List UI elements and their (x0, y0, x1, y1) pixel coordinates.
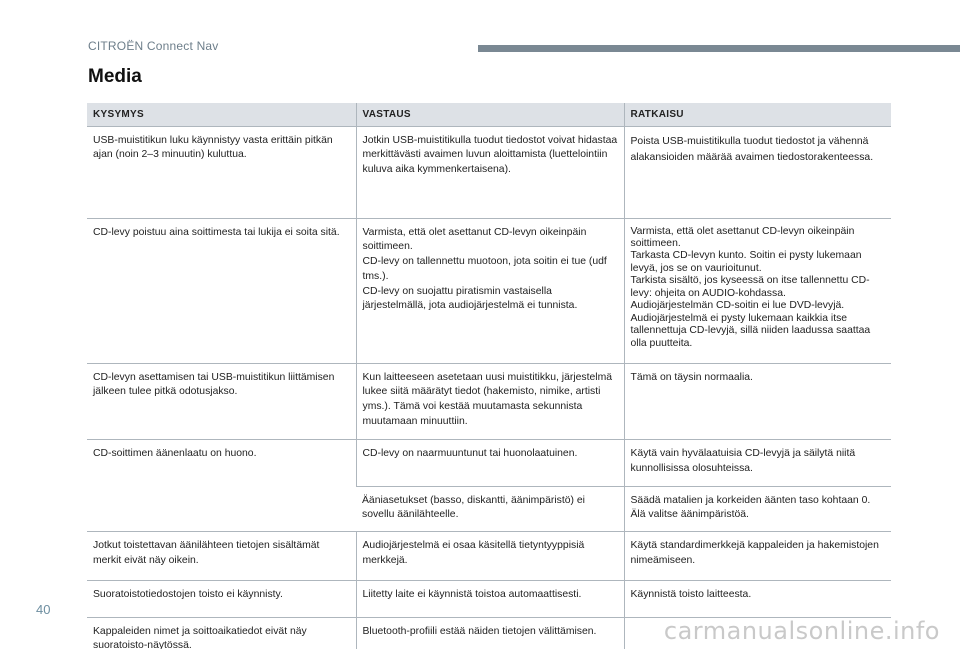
solution-cell: Varmista, että olet asettanut CD-levyn oikeinpäin soittimeen. Tarkasta CD-levyn kunto. Soitin ei pysty lukemaan levyä, jos se on vaurioitunut. Tarkista sisältö, jos kyseessä on itse tallennettu CD-levy: ohjeita on AUDIO-kohdassa. Audiojärjestelmän CD-soitin ei lue DVD-levyjä. Audiojärjestelmä ei pysty lukemaan kaikkia itse tallennettuja CD-levyjä, sillä niiden laadussa saattaa olla puutteita. (624, 218, 891, 363)
table-row (87, 126, 891, 218)
page-number: 40 (36, 602, 51, 617)
question-cell: USB-muistitikun luku käynnistyy vasta erittäin pitkän ajan (noin 2–3 minuutin) kuluttua. (87, 126, 356, 218)
table-row (87, 218, 891, 363)
question-cell: CD-levy poistuu aina soittimesta tai lukija ei soita sitä. (87, 218, 356, 363)
solution-cell: Poista USB-muistitikulla tuodut tiedostot ja vähennä alakansioiden määrää avaimen tiedostorakenteessa. (624, 126, 891, 218)
question-cell: CD-levyn asettamisen tai USB-muistitikun liittämisen jälkeen tulee pitkä odotusjakso. (87, 363, 356, 440)
answer-cell: Ääniasetukset (basso, diskantti, äänimpäristö) ei sovellu äänilähteelle. (356, 486, 624, 531)
table-row (87, 580, 891, 617)
answer-cell: Varmista, että olet asettanut CD-levyn oikeinpäin soittimeen. CD-levy on tallennettu muotoon, jota soitin ei tue (udf tms.). CD-levy on suojattu piratismin vastaisella järjestelmällä, jota audiojärjestelmä ei tunnista. (356, 218, 624, 363)
manual-brand-title: CITROËN Connect Nav (88, 39, 219, 53)
table-row (87, 531, 891, 580)
question-cell: Suoratoistotiedostojen toisto ei käynnisty. (87, 580, 356, 617)
solution-cell: Tämä on täysin normaalia. (624, 363, 891, 440)
solution-cell: Käynnistä toisto laitteesta. (624, 580, 891, 617)
column-header-question: KYSYMYS (87, 103, 356, 126)
answer-cell: Bluetooth-profiili estää näiden tietojen välittämisen. (356, 617, 624, 649)
question-cell: CD-soittimen äänenlaatu on huono. (87, 440, 356, 532)
faq-table (87, 103, 891, 649)
faq-table-container (87, 103, 891, 649)
table-row (87, 363, 891, 440)
question-cell: Kappaleiden nimet ja soittoaikatiedot eivät näy suoratoisto-näytössä. (87, 617, 356, 649)
solution-cell: Käytä vain hyvälaatuisia CD-levyjä ja säilytä niitä kunnollisissa olosuhteissa. (624, 440, 891, 487)
table-header-row (87, 103, 891, 126)
watermark: carmanualsonline.info (663, 617, 940, 645)
answer-cell: Kun laitteeseen asetetaan uusi muistitikku, järjestelmä lukee siitä määrätyt tiedot (hakemisto, nimike, artisti yms.). Tämä voi kestää muutamasta sekunnista muutamaan minuuttiin. (356, 363, 624, 440)
answer-cell: Jotkin USB-muistitikulla tuodut tiedostot voivat hidastaa merkittävästi avaimen luvun aloittamista (luettelointiin kuluva aika kymmenkertaisena). (356, 126, 624, 218)
header-decorative-bar (478, 45, 960, 52)
question-cell: Jotkut toistettavan äänilähteen tietojen sisältämät merkit eivät näy oikein. (87, 531, 356, 580)
solution-cell: Käytä standardimerkkejä kappaleiden ja hakemistojen nimeämiseen. (624, 531, 891, 580)
section-title: Media (88, 66, 142, 87)
answer-cell: Liitetty laite ei käynnistä toistoa automaattisesti. (356, 580, 624, 617)
answer-cell: Audiojärjestelmä ei osaa käsitellä tietyntyyppisiä merkkejä. (356, 531, 624, 580)
table-row (87, 440, 891, 487)
column-header-solution: RATKAISU (624, 103, 891, 126)
column-header-answer: VASTAUS (356, 103, 624, 126)
solution-cell: Säädä matalien ja korkeiden äänten taso kohtaan 0. Älä valitse äänimpäristöä. (624, 486, 891, 531)
answer-cell: CD-levy on naarmuuntunut tai huonolaatuinen. (356, 440, 624, 487)
